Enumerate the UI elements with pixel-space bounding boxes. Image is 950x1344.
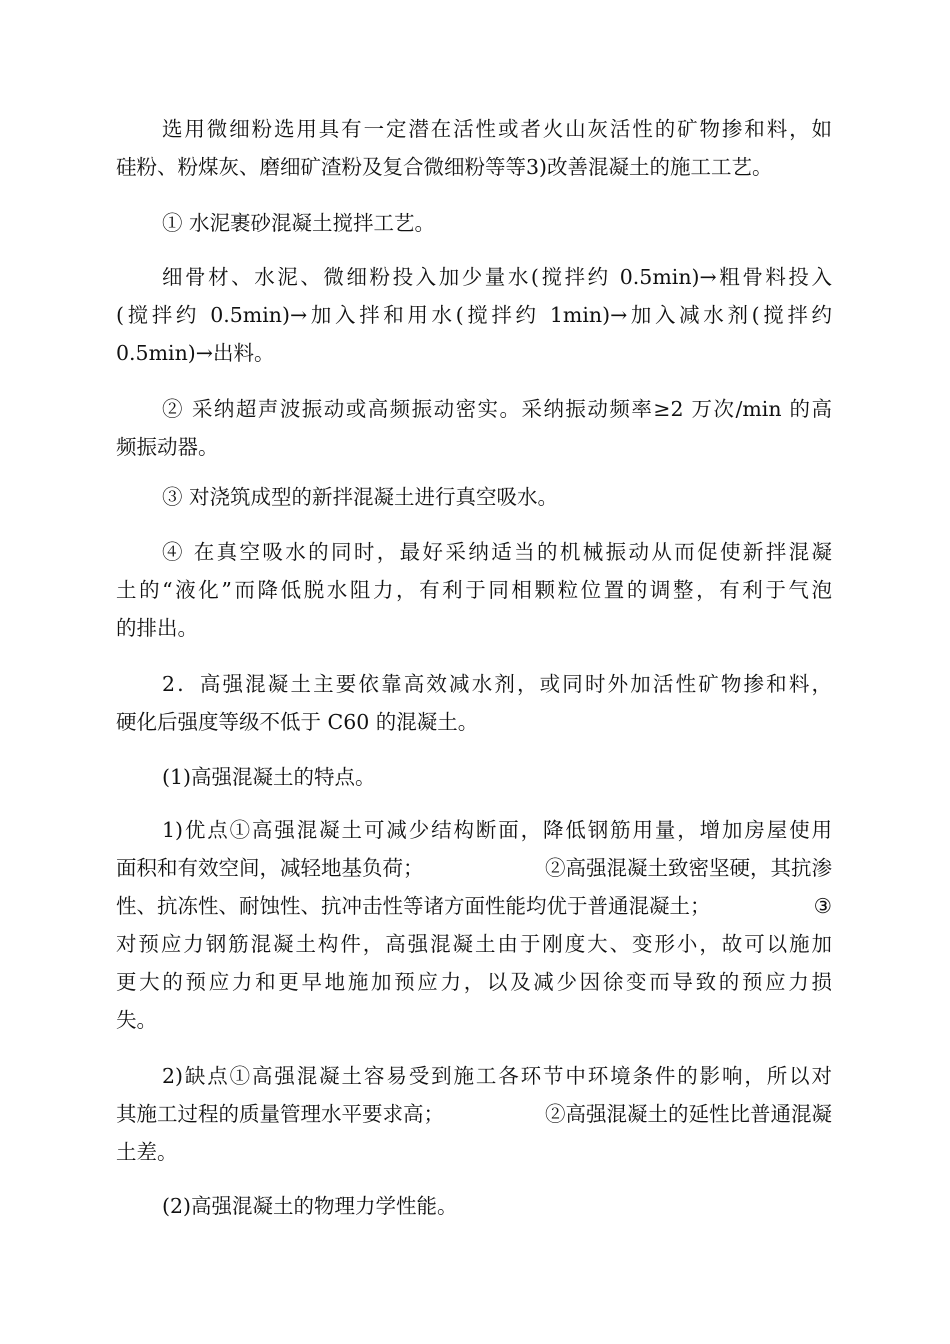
- text-line: 2．高强混凝土主要依靠高效减水剂，或同时外加活性矿物掺和料，: [162, 672, 832, 696]
- text-line: 细骨材、水泥、微细粉投入加少量水(搅拌约 0.5min)→粗骨料投入: [162, 265, 832, 289]
- paragraph: [116, 204, 832, 242]
- paragraph: [116, 110, 832, 186]
- text-line: 0.5min)→出料。: [116, 341, 275, 365]
- text-line: (1)高强混凝土的特点。: [162, 765, 376, 789]
- text-line: 1)优点①高强混凝土可减少结构断面，降低钢筋用量，增加房屋使用: [162, 818, 832, 842]
- text-line: 对预应力钢筋混凝土构件，高强混凝土由于刚度大、变形小，故可以施加: [116, 932, 832, 956]
- paragraph: [116, 478, 832, 516]
- text-line: (搅拌约 0.5min)→加入拌和用水(搅拌约 1min)→加入减水剂(搅拌约: [116, 303, 832, 327]
- text-line: 硬化后强度等级不低于 C60 的混凝土。: [116, 710, 479, 734]
- text-line: ① 水泥裹砂混凝土搅拌工艺。: [162, 211, 436, 235]
- paragraph: [116, 258, 832, 372]
- text-line: 土的“液化”而降低脱水阻力，有利于同相颗粒位置的调整，有利于气泡: [116, 578, 832, 602]
- text-line: ④ 在真空吸水的同时，最好采纳适当的机械振动从而促使新拌混凝: [162, 540, 832, 564]
- text-segment: 其施工过程的质量管理水平要求高；: [116, 1102, 444, 1126]
- paragraph: [116, 665, 832, 741]
- paragraph: [116, 390, 832, 466]
- text-segment: ③: [813, 894, 832, 918]
- text-line: [116, 887, 832, 925]
- text-line: ② 采纳超声波振动或高频振动密实。采纳振动频率≥2 万次/min 的高: [162, 397, 832, 421]
- text-line: (2)高强混凝土的物理力学性能。: [162, 1194, 458, 1218]
- paragraph: [116, 533, 832, 647]
- text-line: 2)缺点①高强混凝土容易受到施工各环节中环境条件的影响，所以对: [162, 1064, 832, 1088]
- text-line: 的排出。: [116, 616, 198, 640]
- text-segment: 性、抗冻性、耐蚀性、抗冲击性等诸方面性能均优于普通混凝土；: [116, 894, 711, 918]
- paragraph: [116, 758, 832, 796]
- text-segment: ②高强混凝土致密坚硬，其抗渗: [545, 856, 832, 880]
- text-line: 硅粉、粉煤灰、磨细矿渣粉及复合微细粉等等3)改善混凝土的施工工艺。: [116, 155, 773, 179]
- paragraph: [116, 1187, 832, 1225]
- text-line: 土差。: [116, 1140, 178, 1164]
- text-line: 失。: [116, 1008, 157, 1032]
- text-segment: ②高强混凝土的延性比普通混凝: [545, 1102, 832, 1126]
- paragraph: [116, 811, 832, 1039]
- text-line: 频振动器。: [116, 435, 219, 459]
- text-line: [116, 1095, 832, 1133]
- text-line: ③ 对浇筑成型的新拌混凝土进行真空吸水。: [162, 485, 559, 509]
- text-segment: 面积和有效空间，减轻地基负荷；: [116, 856, 424, 880]
- paragraph: [116, 1057, 832, 1171]
- text-line: 选用微细粉选用具有一定潜在活性或者火山灰活性的矿物掺和料，如: [162, 117, 832, 141]
- text-line: [116, 849, 832, 887]
- text-line: 更大的预应力和更早地施加预应力，以及减少因徐变而导致的预应力损: [116, 970, 832, 994]
